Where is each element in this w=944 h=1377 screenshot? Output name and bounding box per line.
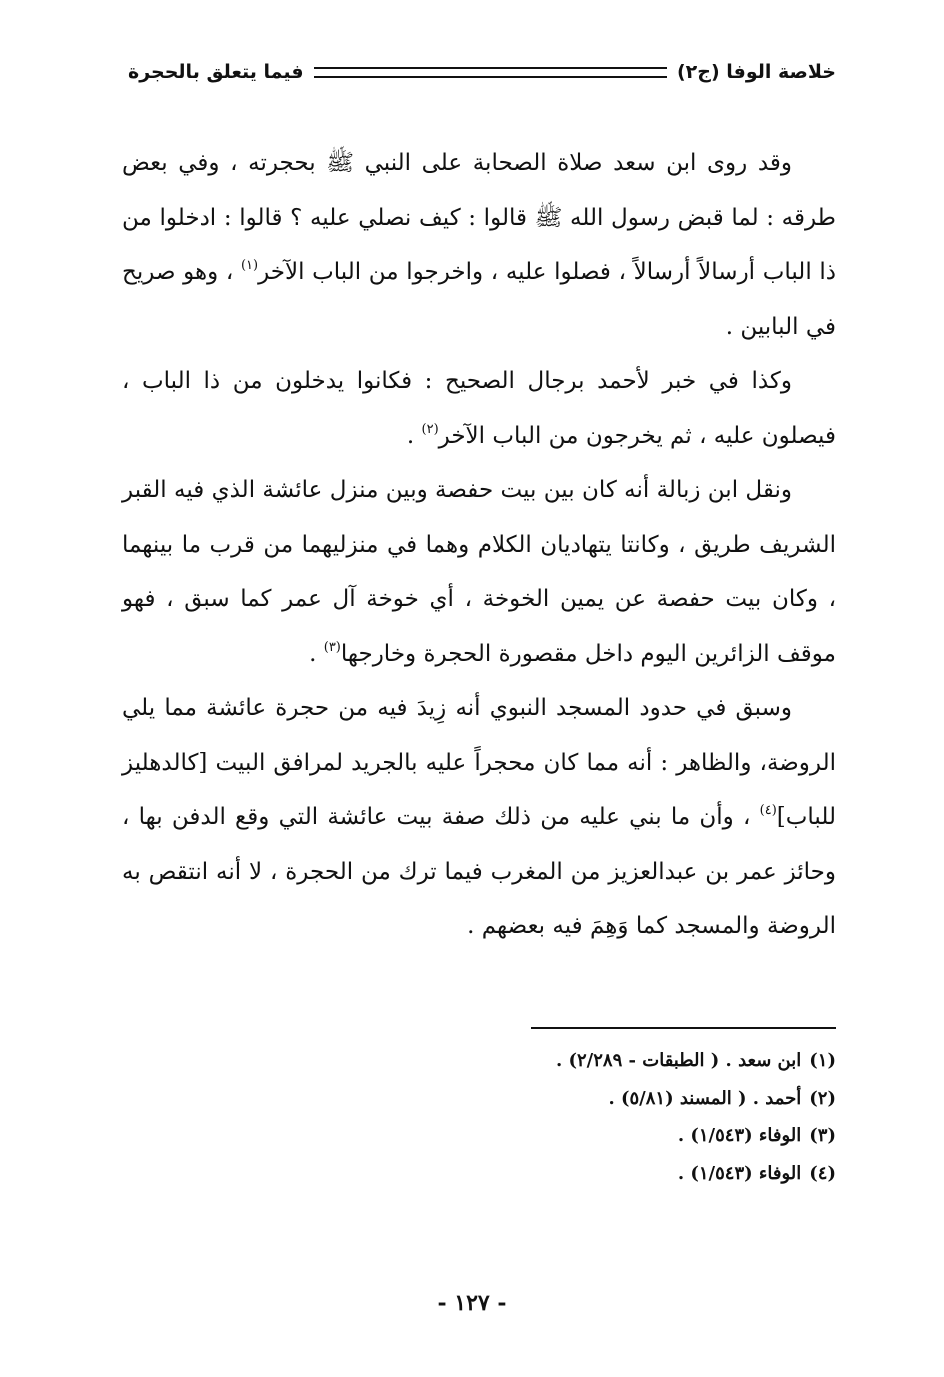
footnote-4: (٤)الوفاء (١/٥٤٣) . [677,1162,836,1184]
book-title: خلاصة الوفا (ج٢) [676,61,836,83]
main-text [122,136,836,954]
footnote-2: (٢)أحمد . ( المسند (٥/٨١) . [608,1087,836,1109]
paragraph-2: وكذا في خبر لأحمد برجال الصحيح : فكانوا يدخلون من ذا الباب ، فيصلون عليه ، ثم يخرجون من الباب الآخر$^{(٢)}$ . [122,368,836,449]
footnote-ref-3: (٣) [323,639,341,655]
footnotes [300,1042,836,1192]
header-double-rule [314,67,667,78]
paragraph-4: وسبق في حدود المسجد النبوي أنه زِيدَ فيه من حجرة عائشة مما يلي الروضة، والظاهر : أنه مما كان محجراً عليه بالجريد لمرافق البيت [كالدهليز للباب]$^{(٤)}$ ، وأن ما بني عليه من ذلك صفة بيت عائشة التي وقع الدفن بها ، وحائز عمر بن عبدالعزيز من المغرب فيما ترك من الحجرة ، لا أنه انتقص به الروضة والمسجد كما وَهِمَ فيه بعضهم . [122,695,836,939]
footnote-ref-1: (١) [240,258,259,273]
page-number: - ١٢٧ - [437,1290,507,1316]
footnote-3: (٣)الوفاء (١/٥٤٣) . [677,1125,836,1146]
footnote-ref-4: (٤) [759,803,777,818]
paragraph-3: ونقل ابن زبالة أنه كان بين بيت حفصة وبين منزل عائشة الذي فيه القبر الشريف طريق ، وكانتا يتهاديان الكلام وهما في منزليهما من قرب ما بينهما ، وكان بيت حفصة عن يمين الخوخة ، أي خوخة آل عمر كما سبق ، فهو موقف الزائرين اليوم داخل مقصورة الحجرة وخارجها$^{(٣)}$ . [122,477,836,667]
paragraph-1: وقد روى ابن سعد صلاة الصحابة على النبي ﷺ بحجرته ، وفي بعض طرقه : لما قبض رسول الله ﷺ قالوا : كيف نصلي عليه ؟ قالوا : ادخلوا من ذا الباب أرسالاً أرسالاً ، فصلوا عليه ، واخرجوا من الباب الآخر$^{(١)}$ ، وهو صريح في البابين . [122,150,836,340]
footnote-1: (١)ابن سعد . ( الطبقات - ٢/٢٨٩) . [555,1050,836,1071]
chapter-title: فيما يتعلق بالحجرة [128,61,304,83]
running-header [128,54,836,90]
footnote-ref-2: (٢) [421,421,439,437]
footnote-separator [531,1027,836,1029]
